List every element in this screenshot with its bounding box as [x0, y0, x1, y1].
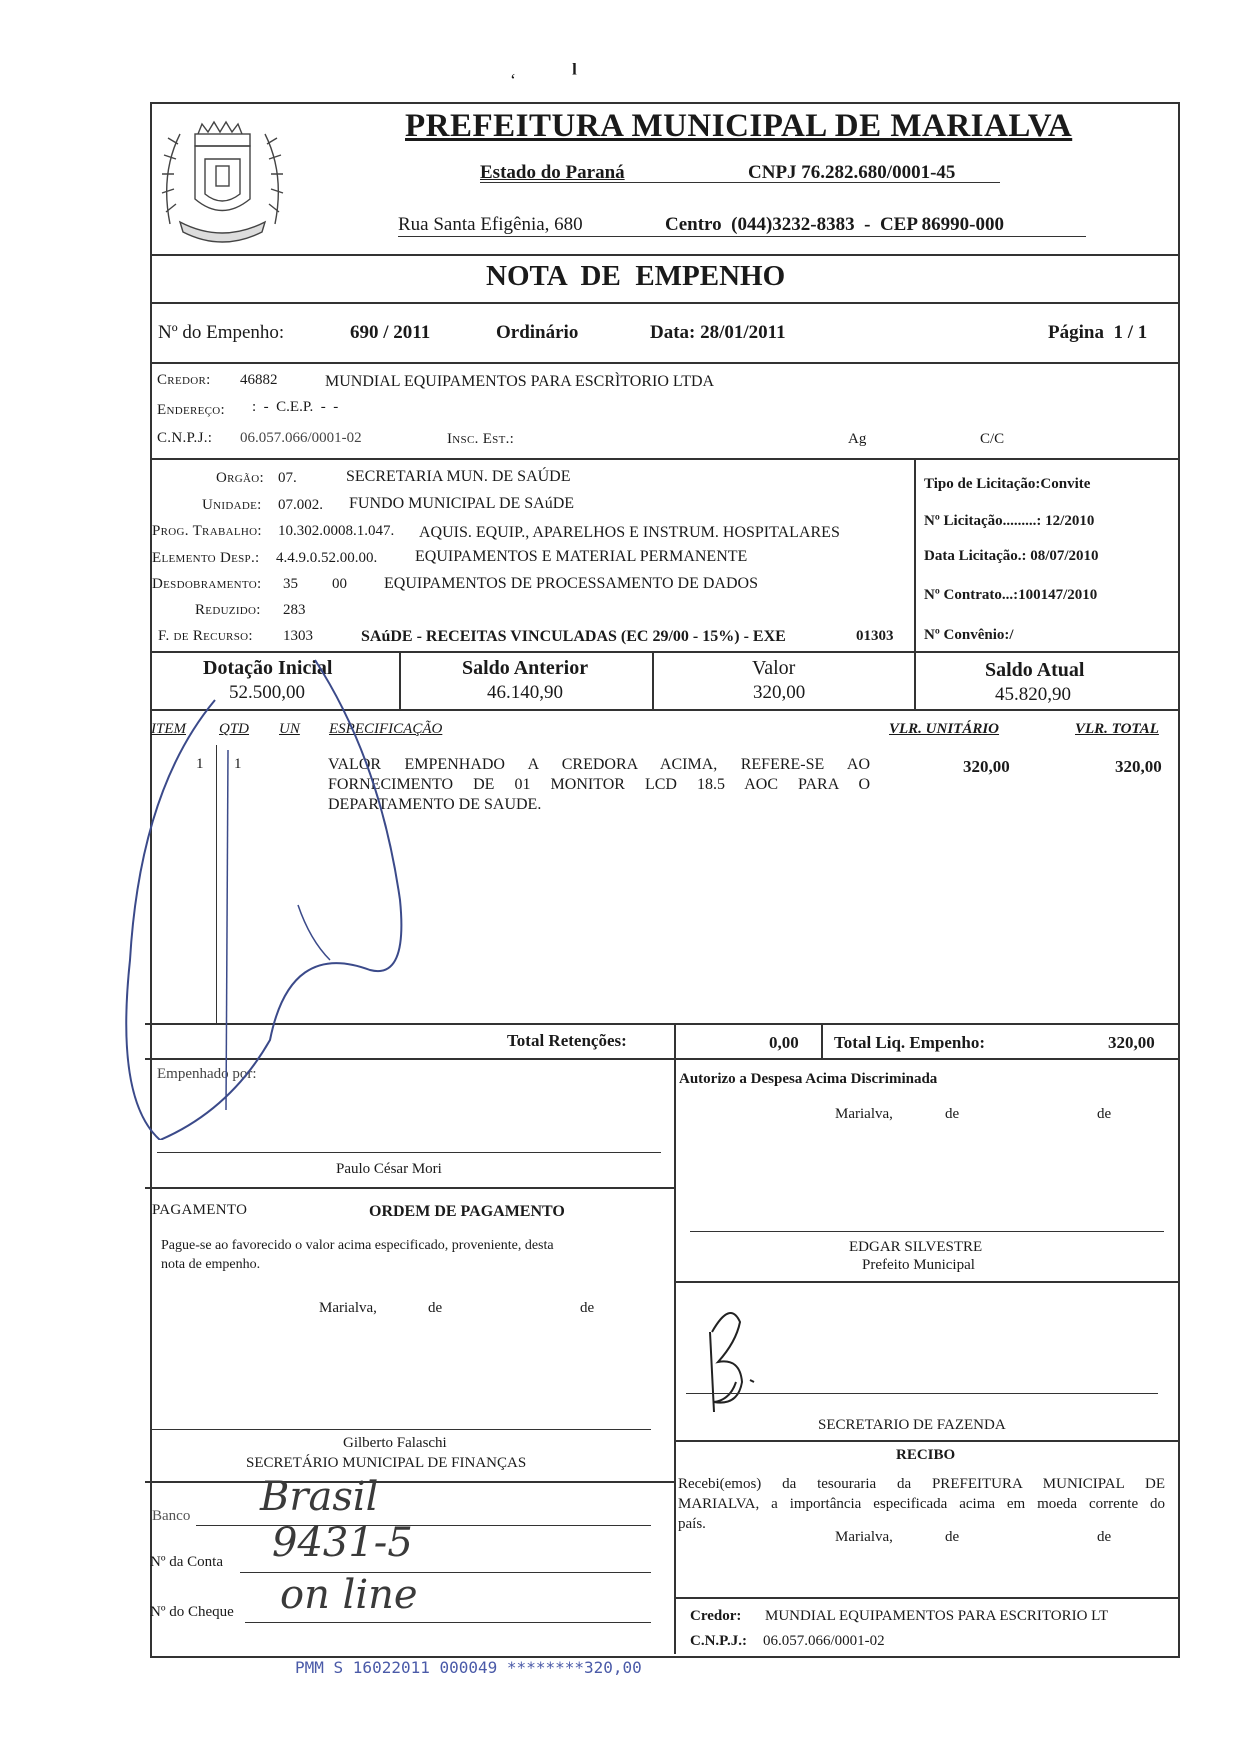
recibo-cnpj-label: C.N.P.J.: [690, 1633, 747, 1649]
financas-role: SECRETÁRIO MUNICIPAL DE FINANÇAS [246, 1455, 527, 1471]
conta-label: Nº da Conta [150, 1554, 223, 1570]
desdob-sub: 00 [332, 576, 347, 592]
valor-label: Valor [752, 657, 796, 679]
ag-label: Ag [848, 431, 867, 447]
empenho-type: Ordinário [496, 322, 579, 343]
spec-line: DEPARTAMENTO DE SAUDE. [328, 796, 542, 813]
liq-empenho-value: 320,00 [1108, 1033, 1155, 1052]
fazenda-role: SECRETARIO DE FAZENDA [818, 1417, 1006, 1433]
item-total-value: 320,00 [1115, 757, 1162, 776]
recibo-de1: de [945, 1529, 960, 1545]
divider [674, 1597, 1178, 1599]
retencoes-value: 0,00 [769, 1033, 799, 1052]
elemento-code: 4.4.9.0.52.00.00. [276, 550, 378, 566]
recurso-num: 01303 [856, 628, 894, 644]
empenho-number: 690 / 2011 [350, 322, 431, 343]
credor-name: MUNDIAL EQUIPAMENTOS PARA ESCRÌTORIO LTDA [325, 373, 715, 390]
insc-label: Insc. Est.: [447, 431, 515, 447]
header-address: Rua Santa Efigênia, 680 [398, 214, 583, 235]
recibo-title: RECIBO [896, 1447, 956, 1463]
unidade-name: FUNDO MUNICIPAL DE SAúDE [349, 495, 575, 512]
pagamento-label: PAGAMENTO [152, 1202, 248, 1218]
financas-signer: Gilberto Falaschi [343, 1435, 447, 1451]
divider [674, 1281, 1178, 1283]
elemento-label: Elemento Desp.: [152, 550, 260, 566]
spec-line: FORNECIMENTO DE 01 MONITOR LCD 18.5 AOC PARA O [328, 776, 870, 793]
divider [914, 458, 916, 651]
autorizo-label: Autorizo a Despesa Acima Discriminada [679, 1071, 938, 1087]
spec-line: VALOR EMPENHADO A CREDORA ACIMA, REFERE-SE AO [328, 756, 870, 773]
empenhado-label: Empenhado por: [157, 1066, 257, 1082]
col-especificacao: ESPECIFICAÇÃO [329, 721, 443, 737]
desdob-code: 35 [283, 576, 298, 592]
header-title: PREFEITURA MUNICIPAL DE MARIALVA [405, 108, 1073, 144]
desdob-label: Desdobramento: [152, 576, 262, 592]
pagamento-de1: de [428, 1300, 443, 1316]
licitacao-numero: Nº Licitação.........: 12/2010 [924, 513, 1095, 529]
divider [150, 254, 1178, 256]
signature-line [157, 1152, 661, 1153]
cheque-value: on line [280, 1572, 418, 1618]
banco-line [196, 1525, 651, 1526]
fazenda-signature [700, 1302, 780, 1422]
pagamento-text-2: nota de empenho. [161, 1257, 261, 1272]
recurso-name: SAúDE - RECEITAS VINCULADAS (EC 29/00 - 15%) - EXE [361, 628, 786, 645]
licitacao-contrato: Nº Contrato...:100147/2010 [924, 587, 1098, 603]
recibo-credor-name: MUNDIAL EQUIPAMENTOS PARA ESCRITORIO LT [765, 1608, 1109, 1624]
elemento-name: EQUIPAMENTOS E MATERIAL PERMANENTE [415, 548, 748, 565]
item-unit-value: 320,00 [963, 757, 1010, 776]
cnpj-value: 06.057.066/0001-02 [240, 430, 362, 446]
header-cnpj: CNPJ 76.282.680/0001-45 [748, 162, 956, 183]
prog-name: AQUIS. EQUIP., APARELHOS E INSTRUM. HOSPITALARES [419, 524, 840, 541]
item-qtd: 1 [234, 756, 242, 772]
dotacao-label: Dotação Inicial [203, 657, 333, 679]
recibo-cnpj-value: 06.057.066/0001-02 [763, 1633, 885, 1649]
orgao-label: Orgão: [216, 470, 264, 486]
doc-title: NOTA DE EMPENHO [486, 260, 786, 292]
pagamento-de2: de [580, 1300, 595, 1316]
liq-empenho-label: Total Liq. Empenho: [834, 1033, 985, 1052]
col-vlr-unitario: VLR. UNITÁRIO [889, 721, 1000, 737]
signature-line [690, 1231, 1164, 1232]
credor-label: Credor: [157, 372, 211, 388]
divider [674, 1440, 1178, 1442]
cheque-label: Nº do Cheque [150, 1604, 234, 1620]
banco-label: Banco [152, 1508, 191, 1524]
scan-mark: ʻ [510, 70, 516, 90]
pagamento-city: Marialva, [319, 1300, 377, 1316]
credor-code: 46882 [240, 372, 278, 388]
licitacao-data: Data Licitação.: 08/07/2010 [924, 548, 1099, 564]
pen-scribble [120, 640, 420, 1140]
licitacao-convenio: Nº Convênio:/ [924, 627, 1014, 643]
reduzido-label: Reduzido: [195, 602, 261, 618]
col-item: ITEM [151, 721, 186, 737]
signature-line [152, 1429, 651, 1430]
col-vlr-total: VLR. TOTAL [1075, 721, 1159, 737]
divider [150, 302, 1178, 304]
retencoes-label: Total Retenções: [507, 1031, 627, 1050]
endereco-label: Endereço: [157, 402, 225, 418]
col-qtd: QTD [219, 721, 250, 737]
saldo-atual-label: Saldo Atual [985, 659, 1085, 681]
divider [674, 1058, 676, 1654]
recibo-credor-label: Credor: [690, 1608, 742, 1624]
divider [914, 651, 916, 709]
recibo-line: país. [678, 1516, 706, 1532]
reduzido-value: 283 [283, 602, 306, 618]
endereco-value: : - C.E.P. - - [252, 399, 339, 415]
ordem-pagamento-title: ORDEM DE PAGAMENTO [369, 1203, 565, 1220]
empenhado-signer: Paulo César Mori [336, 1161, 442, 1177]
pagamento-text-1: Pague-se ao favorecido o valor acima especificado, proveniente, desta [161, 1238, 554, 1253]
col-un: UN [279, 721, 300, 737]
signature-line [686, 1393, 1158, 1394]
autorizo-de2: de [1097, 1106, 1112, 1122]
header-address-underline [398, 236, 1086, 237]
banco-value: Brasil [260, 1474, 379, 1520]
saldo-anterior-label: Saldo Anterior [462, 657, 589, 679]
recibo-city: Marialva, [835, 1529, 893, 1545]
header-contact: Centro (044)3232-8383 - CEP 86990-000 [665, 214, 1004, 235]
divider [150, 458, 1178, 460]
cheque-line [245, 1622, 651, 1623]
municipal-coat-of-arms [150, 104, 295, 252]
recurso-label: F. de Recurso: [158, 628, 253, 644]
saldo-atual-value: 45.820,90 [995, 684, 1071, 705]
licitacao-tipo: Tipo de Licitação:Convite [924, 476, 1091, 492]
recibo-text [678, 1474, 1165, 1534]
divider [652, 651, 654, 709]
prefeito-role: Prefeito Municipal [862, 1257, 975, 1273]
divider [674, 1023, 676, 1059]
divider [145, 1187, 675, 1189]
desdob-name: EQUIPAMENTOS DE PROCESSAMENTO DE DADOS [384, 575, 758, 592]
prefeito-name: EDGAR SILVESTRE [849, 1239, 983, 1255]
empenho-label: Nº do Empenho: [158, 322, 285, 343]
orgao-code: 07. [278, 470, 297, 486]
unidade-code: 07.002. [278, 497, 323, 513]
divider [150, 362, 1178, 364]
unidade-label: Unidade: [202, 497, 262, 513]
cnpj-label: C.N.P.J.: [157, 430, 213, 446]
conta-value: 9431-5 [272, 1520, 413, 1566]
recibo-de2: de [1097, 1529, 1112, 1545]
divider [145, 1481, 675, 1483]
cc-label: C/C [980, 431, 1005, 447]
recurso-code: 1303 [283, 628, 313, 644]
payment-stamp: PMM S 16022011 000049 ********320,00 [295, 1658, 642, 1677]
scan-mark: ˡ [572, 58, 577, 89]
prog-code: 10.302.0008.1.047. [278, 523, 395, 539]
header-state: Estado do Paraná [480, 162, 625, 183]
dotacao-value: 52.500,00 [229, 682, 305, 703]
divider [821, 1023, 823, 1059]
empenho-page: Página 1 / 1 [1048, 322, 1148, 343]
recibo-line: MARIALVA, a importância especificada acima em moeda corrente do [678, 1496, 1165, 1512]
orgao-name: SECRETARIA MUN. DE SAÚDE [346, 468, 571, 485]
autorizo-city: Marialva, [835, 1106, 893, 1122]
item-number: 1 [196, 756, 204, 772]
prog-label: Prog. Trabalho: [152, 523, 262, 539]
empenho-date: Data: 28/01/2011 [650, 322, 786, 343]
saldo-anterior-value: 46.140,90 [487, 682, 563, 703]
recibo-line: Recebi(emos) da tesouraria da PREFEITURA MUNICIPAL DE [678, 1476, 1165, 1492]
autorizo-de1: de [945, 1106, 960, 1122]
valor-value: 320,00 [753, 682, 806, 703]
